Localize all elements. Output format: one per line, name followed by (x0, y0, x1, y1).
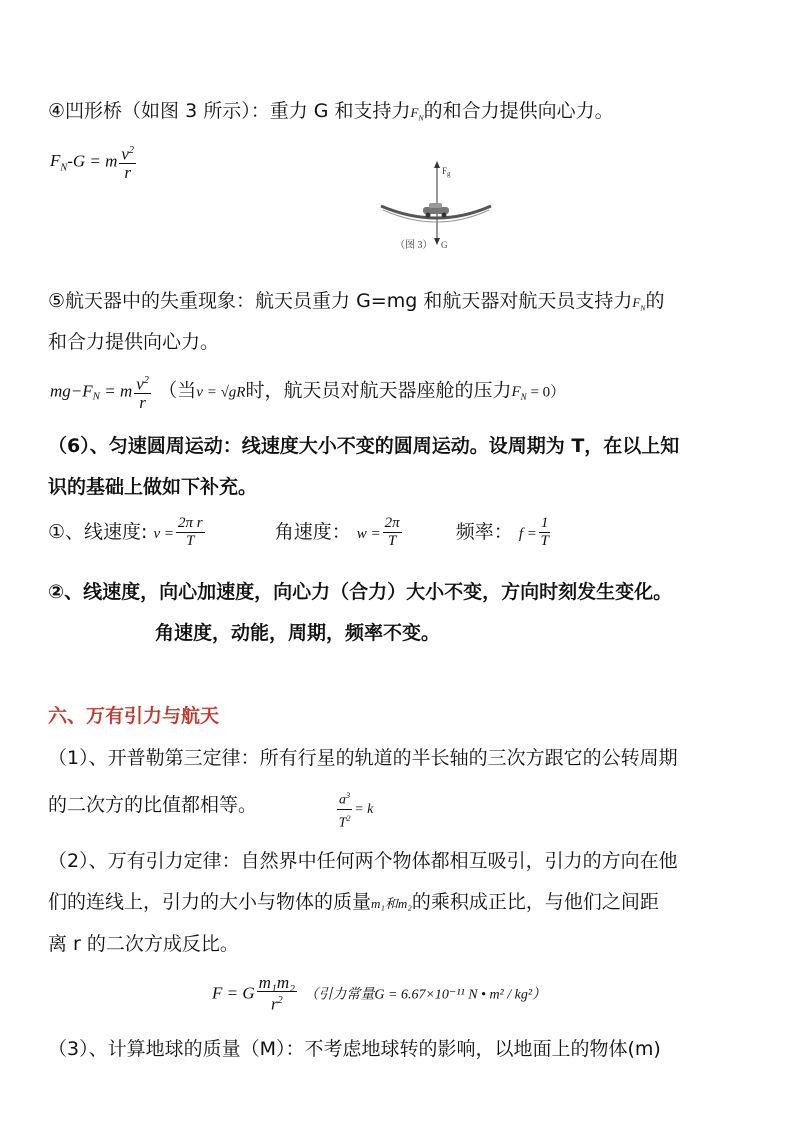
speed-formulas-row: ①、线速度: v = $\frac{\text{2π r}}{T}$ 角速度： w = $\frac{2\pi}{T}$ 频率： f = $\frac{1}{T}$ (48, 515, 549, 549)
gravitation-law-line-3: 离 r 的二次方成反比。 (48, 933, 239, 955)
concave-bridge-statement: ④凹形桥（如图 3 所示）：重力 G 和支持力$F_N$的和合力提供向心力。 (48, 100, 614, 123)
uniform-circular-title: （6）、匀速圆周运动：线速度大小不变的圆周运动。设周期为 T，在以上知 (48, 435, 680, 457)
concave-bridge-formula: $F_N-G = m$ $\frac{v^2}{r}$ (50, 142, 138, 181)
g-label: G (441, 240, 448, 250)
car-wheel (442, 213, 447, 218)
fg-label: $F_g$ (442, 166, 451, 178)
fg-arrow-head (434, 161, 440, 168)
section-heading-gravitation: 六、万有引力与航天 (48, 705, 220, 727)
gravitation-formula: F = G $\frac{\text{m₁m₂}}{r^2}$ （引力常量G = 6.67×10⁻¹¹ N • m² / kg²） (212, 973, 547, 1014)
invariants-line-1: ②、线速度，向心加速度，向心力（合力）大小不变，方向时刻发生变化。 (48, 581, 673, 603)
gravitation-law-line-2: 们的连线上，引力的大小与物体的质量m₁和m₂的乘积成正比，与他们之间距 (48, 891, 659, 913)
figure-caption: （图 3） (395, 240, 433, 251)
weightlessness-statement-2: 和合力提供向心力。 (48, 331, 220, 353)
weightlessness-statement: ⑤航天器中的失重现象：航天员重力 G=mg 和航天器对航天员支持力$F_N$的 (48, 290, 665, 313)
earth-mass-line: （3）、计算地球的质量（M）：不考虑地球转的影响，以地面上的物体(m) (48, 1038, 661, 1060)
kepler-law-line-2: 的二次方的比值都相等。 (48, 794, 258, 816)
kepler-formula: $\frac{a^3}{T^2}$ = k (335, 787, 373, 831)
uniform-circular-title-2: 识的基础上做如下补充。 (48, 476, 258, 498)
gravitation-law-line-1: （2）、万有引力定律：自然界中任何两个物体都相互吸引，引力的方向在他 (48, 850, 678, 872)
weightlessness-formula: mg−FN = m $\frac{v^2}{r}$ （当v = √gR时，航天员对航天器座舱的压力$F_N = 0$） (50, 372, 565, 411)
car-wheel (426, 213, 431, 218)
kepler-law-line-1: （1）、开普勒第三定律：所有行星的轨道的半长轴的三次方跟它的公转周期 (48, 747, 678, 769)
g-arrow-head (434, 238, 440, 245)
invariants-line-2: 角速度，动能，周期，频率不变。 (155, 622, 441, 644)
figure-3-concave-bridge (375, 158, 500, 258)
